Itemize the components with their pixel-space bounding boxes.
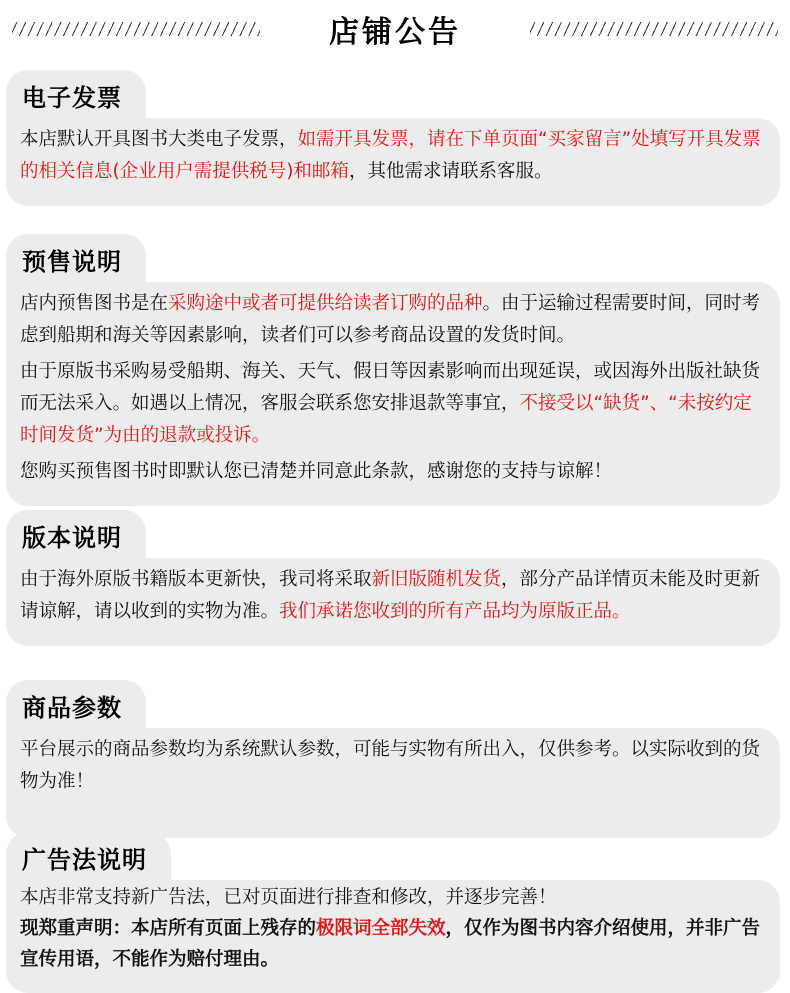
- highlight-text: 如需开具发票，请在下单页面“买家留言”处填写开具发票的相关信息(企业用户需提供税号)和邮箱: [20, 129, 761, 182]
- paragraph: [20, 564, 766, 628]
- paragraph: [20, 124, 766, 188]
- declaration-paragraph: [20, 913, 766, 975]
- section-body: [6, 558, 780, 646]
- section-title: 商品参数: [6, 680, 146, 730]
- section-ad-law: [6, 832, 780, 993]
- paragraph: 本店非常支持新广告法，已对页面进行排查和修改，并逐步完善！: [20, 887, 557, 908]
- highlight-text: 极限词全部失效: [316, 918, 446, 939]
- section-title: 版本说明: [6, 510, 146, 560]
- page-title: 店铺公告: [313, 7, 477, 51]
- paragraph: [20, 356, 766, 452]
- section-invoice: [6, 70, 780, 206]
- text: 现郑重声明：本店所有页面上残存的: [20, 918, 317, 939]
- page-header: [0, 0, 790, 58]
- section-body: [6, 728, 780, 838]
- section-body: [6, 118, 780, 206]
- paragraph: [20, 288, 766, 352]
- section-body: [6, 880, 780, 993]
- highlight-text: 采购途中或者可提供给读者订购的品种: [168, 293, 483, 314]
- section-title: 预售说明: [6, 234, 146, 284]
- text: 本店默认开具图书大类电子发票，: [20, 129, 298, 150]
- text: 。由于运输过程需要时间，同时考虑到船期和海关等因素影响，读者们可以参考商品设置的发货时间。: [20, 293, 761, 346]
- text: ，部分产品详情页未能及时更新请谅解，请以收到的实物为准。: [20, 569, 761, 622]
- paragraph: 平台展示的商品参数均为系统默认参数，可能与实物有所出入，仅供参考。以实际收到的货物为准！: [20, 739, 761, 792]
- highlight-text: 新旧版随机发货: [371, 569, 502, 590]
- decorative-slashes-right: [530, 22, 778, 36]
- text: 由于原版书采购易受船期、海关、天气、假日等因素影响而出现延误，或因海外出版社缺货而无法采入。如遇以上情况，客服会联系您安排退款等事宜，: [20, 361, 761, 414]
- text: 由于海外原版书籍版本更新快，我司将采取: [20, 569, 372, 590]
- text: ，仅作为图书内容介绍使用，并非广告宣传用语，不能作为赔付理由。: [20, 918, 761, 970]
- text: ，其他需求请联系客服。: [348, 161, 553, 182]
- section-presale: [6, 234, 780, 506]
- highlight-text: 我们承诺您收到的所有产品均为原版正品。: [279, 601, 631, 622]
- section-edition: [6, 510, 780, 646]
- section-title: 电子发票: [6, 70, 146, 120]
- highlight-text: 不接受以“缺货”、“未按约定时间发货”为由的退款或投诉。: [20, 393, 752, 446]
- section-title: 广告法说明: [6, 832, 171, 882]
- section-params: [6, 680, 780, 838]
- decorative-slashes-left: [12, 22, 260, 36]
- text: 店内预售图书是在: [20, 293, 169, 314]
- section-body: [6, 282, 780, 506]
- paragraph: 您购买预售图书时即默认您已清楚并同意此条款，感谢您的支持与谅解！: [20, 461, 613, 482]
